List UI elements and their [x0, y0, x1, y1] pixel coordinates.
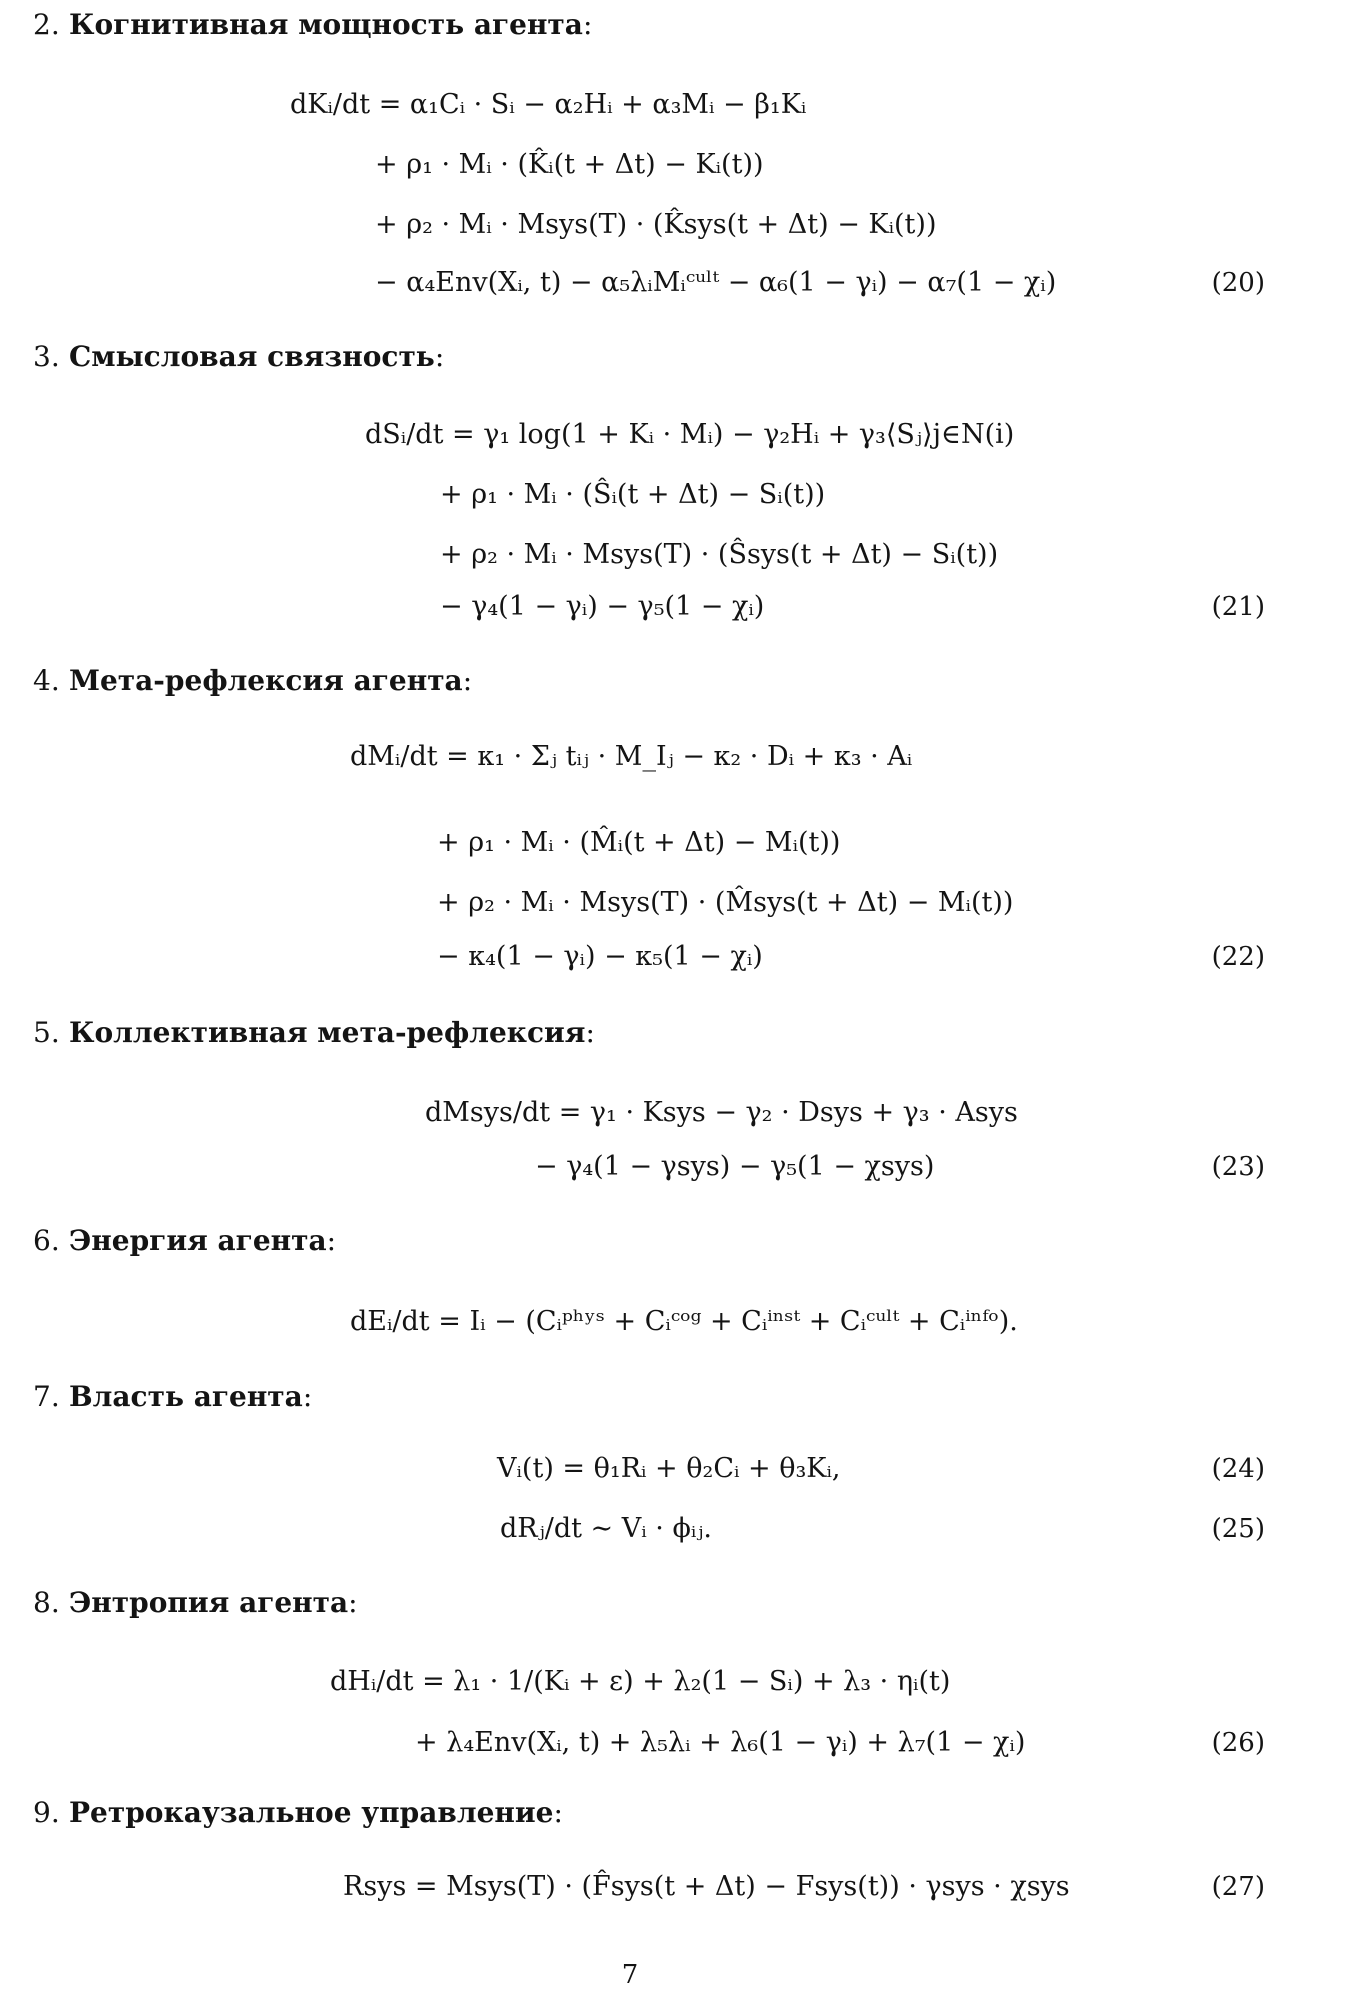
equation-number: (22) — [1211, 942, 1265, 972]
equation-line: dRⱼ/dt ∼ Vᵢ · ϕᵢⱼ. — [500, 1513, 712, 1544]
section-number: 8. — [33, 1586, 60, 1619]
equation-number: (27) — [1211, 1872, 1265, 1902]
equation-line: + ρ₁ · Mᵢ · (M̂ᵢ(t + Δt) − Mᵢ(t)) — [437, 827, 841, 858]
section-heading: 4. Мета-рефлексия агента: — [33, 664, 473, 697]
equation-line: − α₄Env(Xᵢ, t) − α₅λᵢMᵢᶜᵘˡᵗ − α₆(1 − γᵢ) − α₇(1 − χᵢ) — [375, 267, 1057, 298]
equation-line: − γ₄(1 − γsys) − γ₅(1 − χsys) — [535, 1151, 935, 1182]
equation-line: + ρ₂ · Mᵢ · Msys(T) · (K̂sys(t + Δt) − Kᵢ(t)) — [375, 209, 937, 240]
section-number: 9. — [33, 1796, 60, 1829]
equation-line: − γ₄(1 − γᵢ) − γ₅(1 − χᵢ) — [440, 591, 765, 622]
equation-number: (26) — [1211, 1728, 1265, 1758]
equation-line: dMᵢ/dt = κ₁ · Σⱼ tᵢⱼ · M_Iⱼ − κ₂ · Dᵢ + κ₃ · Aᵢ — [350, 741, 913, 772]
section-heading: 6. Энергия агента: — [33, 1224, 337, 1257]
section-heading: 5. Коллективная мета-рефлексия: — [33, 1016, 595, 1049]
equation-line: dEᵢ/dt = Iᵢ − (Cᵢᵖʰʸˢ + Cᵢᶜᵒᵍ + Cᵢⁱⁿˢᵗ + Cᵢᶜᵘˡᵗ + Cᵢⁱⁿᶠᵒ). — [350, 1306, 1018, 1337]
section-heading: 7. Власть агента: — [33, 1380, 313, 1413]
equation-line: + ρ₁ · Mᵢ · (K̂ᵢ(t + Δt) − Kᵢ(t)) — [375, 149, 764, 180]
section-number: 7. — [33, 1380, 60, 1413]
section-heading: 8. Энтропия агента: — [33, 1586, 358, 1619]
section-number: 2. — [33, 8, 60, 41]
section-heading: 3. Смысловая связность: — [33, 340, 445, 373]
equation-line: − κ₄(1 − γᵢ) − κ₅(1 − χᵢ) — [437, 941, 763, 972]
section-title: Коллективная мета-рефлексия — [69, 1016, 586, 1049]
equation-line: + ρ₁ · Mᵢ · (Ŝᵢ(t + Δt) − Sᵢ(t)) — [440, 479, 826, 510]
section-number: 5. — [33, 1016, 60, 1049]
section-title: Ретрокаузальное управление — [69, 1796, 554, 1829]
equation-line: + ρ₂ · Mᵢ · Msys(T) · (M̂sys(t + Δt) − Mᵢ(t)) — [437, 887, 1014, 918]
section-number: 4. — [33, 664, 60, 697]
equation-line: dMsys/dt = γ₁ · Ksys − γ₂ · Dsys + γ₃ · Asys — [425, 1097, 1018, 1128]
equation-line: Vᵢ(t) = θ₁Rᵢ + θ₂Cᵢ + θ₃Kᵢ, — [497, 1453, 841, 1484]
equation-line: + λ₄Env(Xᵢ, t) + λ₅λᵢ + λ₆(1 − γᵢ) + λ₇(1 − χᵢ) — [415, 1727, 1026, 1758]
section-number: 3. — [33, 340, 60, 373]
page-number: 7 — [621, 1960, 639, 1990]
equation-line: dKᵢ/dt = α₁Cᵢ · Sᵢ − α₂Hᵢ + α₃Mᵢ − β₁Kᵢ — [290, 89, 807, 120]
section-title: Смысловая связность — [69, 340, 435, 373]
section-heading: 2. Когнитивная мощность агента: — [33, 8, 593, 41]
section-title: Власть агента — [69, 1380, 303, 1413]
equation-number: (21) — [1211, 592, 1265, 622]
equation-number: (25) — [1211, 1514, 1265, 1544]
equation-number: (24) — [1211, 1454, 1265, 1484]
equation-line: + ρ₂ · Mᵢ · Msys(T) · (Ŝsys(t + Δt) − Sᵢ(t)) — [440, 539, 999, 570]
section-title: Мета-рефлексия агента — [69, 664, 463, 697]
section-title: Энергия агента — [69, 1224, 327, 1257]
equation-line: Rsys = Msys(T) · (F̂sys(t + Δt) − Fsys(t)) · γsys · χsys — [343, 1871, 1070, 1902]
section-number: 6. — [33, 1224, 60, 1257]
equation-line: dHᵢ/dt = λ₁ · 1/(Kᵢ + ε) + λ₂(1 − Sᵢ) + λ₃ · ηᵢ(t) — [330, 1666, 951, 1697]
equation-line: dSᵢ/dt = γ₁ log(1 + Kᵢ · Mᵢ) − γ₂Hᵢ + γ₃⟨Sⱼ⟩j∈N(i) — [365, 419, 1015, 450]
equation-number: (20) — [1211, 268, 1265, 298]
equation-number: (23) — [1211, 1152, 1265, 1182]
section-title: Энтропия агента — [69, 1586, 349, 1619]
section-title: Когнитивная мощность агента — [69, 8, 583, 41]
section-heading: 9. Ретрокаузальное управление: — [33, 1796, 563, 1829]
